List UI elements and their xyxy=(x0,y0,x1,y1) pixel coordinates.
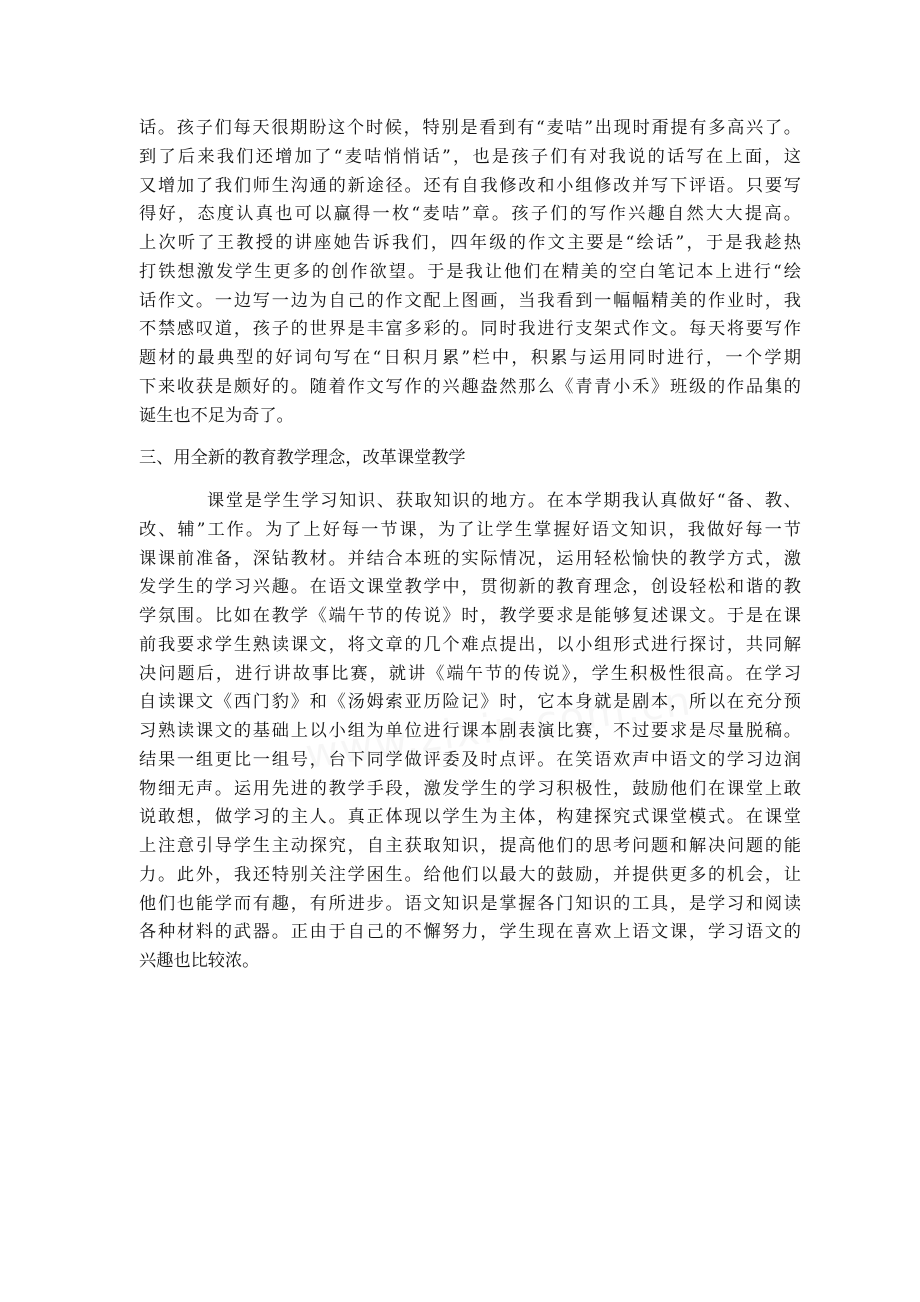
text-line: 打铁想激发学生更多的创作欲望。于是我让他们在精美的空白笔记本上进行“绘 xyxy=(139,261,801,282)
section-heading-3: 三、用全新的教育教学理念，改革课堂教学 xyxy=(139,448,466,469)
document-body xyxy=(139,114,801,976)
text-line: 发学生的学习兴趣。在语文课堂教学中，贯彻新的教育理念，创设轻松和谐的教 xyxy=(139,577,801,598)
text-line: 得好，态度认真也可以赢得一枚“麦咭”章。孩子们的写作兴趣自然大大提高。 xyxy=(139,204,801,225)
text-line: 结果一组更比一组号，台下同学做评委及时点评。在笑语欢声中语文的学习边润 xyxy=(139,749,801,770)
text-line: 自读课文《西门豹》和《汤姆索亚历险记》时，它本身就是剧本，所以在充分预 xyxy=(139,692,801,713)
text-line: 兴趣也比较浓。 xyxy=(139,951,260,971)
text-line: 课堂是学生学习知识、获取知识的地方。在本学期我认真做好“备、教、 xyxy=(207,491,801,511)
text-line: 题材的最典型的好词句写在“日积月累”栏中，积累与运用同时进行，一个学期 xyxy=(139,348,801,368)
text-line: 前我要求学生熟读课文，将文章的几个难点提出，以小组形式进行探讨，共同解 xyxy=(139,634,801,655)
text-line: 物细无声。运用先进的教学手段，激发学生的学习积极性，鼓励他们在课堂上敢 xyxy=(139,778,801,799)
text-line: 改、辅”工作。为了上好每一节课，为了让学生掌握好语文知识，我做好每一节 xyxy=(139,519,801,540)
text-line: 各种材料的武器。正由于自己的不懈努力，学生现在喜欢上语文课，学习语文的 xyxy=(139,922,801,943)
text-line: 决问题后，进行讲故事比赛，就讲《端午节的传说》，学生积极性很高。在学习 xyxy=(139,663,801,684)
text-line: 上次听了王教授的讲座她告诉我们，四年级的作文主要是“绘话”，于是我趁热 xyxy=(139,233,801,253)
text-line: 到了后来我们还增加了“麦咭悄悄话”，也是孩子们有对我说的话写在上面，这 xyxy=(139,146,801,167)
text-line: 不禁感叹道，孩子的世界是丰富多彩的。同时我进行支架式作文。每天将要写作 xyxy=(139,319,801,340)
paragraph-writing-interest xyxy=(139,114,801,430)
text-line: 下来收获是颇好的。随着作文写作的兴趣盎然那么《青青小禾》班级的作品集的 xyxy=(139,376,801,397)
text-line: 课课前准备，深钻教材。并结合本班的实际情况，运用轻松愉快的教学方式，激 xyxy=(139,548,801,569)
text-line: 诞生也不足为奇了。 xyxy=(139,405,294,426)
text-line: 力。此外，我还特别关注学困生。给他们以最大的鼓励，并提供更多的机会，让 xyxy=(139,864,801,885)
text-line: 说敢想，做学习的主人。真正体现以学生为主体，构建探究式课堂模式。在课堂 xyxy=(139,807,801,828)
text-line: 又增加了我们师生沟通的新途径。还有自我修改和小组修改并写下评语。只要写 xyxy=(139,175,801,196)
text-line: 话作文。一边写一边为自己的作文配上图画，当我看到一幅幅精美的作业时，我 xyxy=(139,290,801,311)
text-line: 习熟读课文的基础上以小组为单位进行课本剧表演比赛，不过要求是尽量脱稿。 xyxy=(139,721,801,741)
text-line: 话。孩子们每天很期盼这个时候，特别是看到有“麦咭”出现时甭提有多高兴了。 xyxy=(139,118,801,138)
text-line: 上注意引导学生主动探究，自主获取知识，提高他们的思考问题和解决问题的能 xyxy=(139,836,801,856)
text-line: 学氛围。比如在教学《端午节的传说》时，教学要求是能够复述课文。于是在课 xyxy=(139,606,801,626)
text-line: 他们也能学而有趣，有所进步。语文知识是掌握各门知识的工具，是学习和阅读 xyxy=(139,893,801,914)
